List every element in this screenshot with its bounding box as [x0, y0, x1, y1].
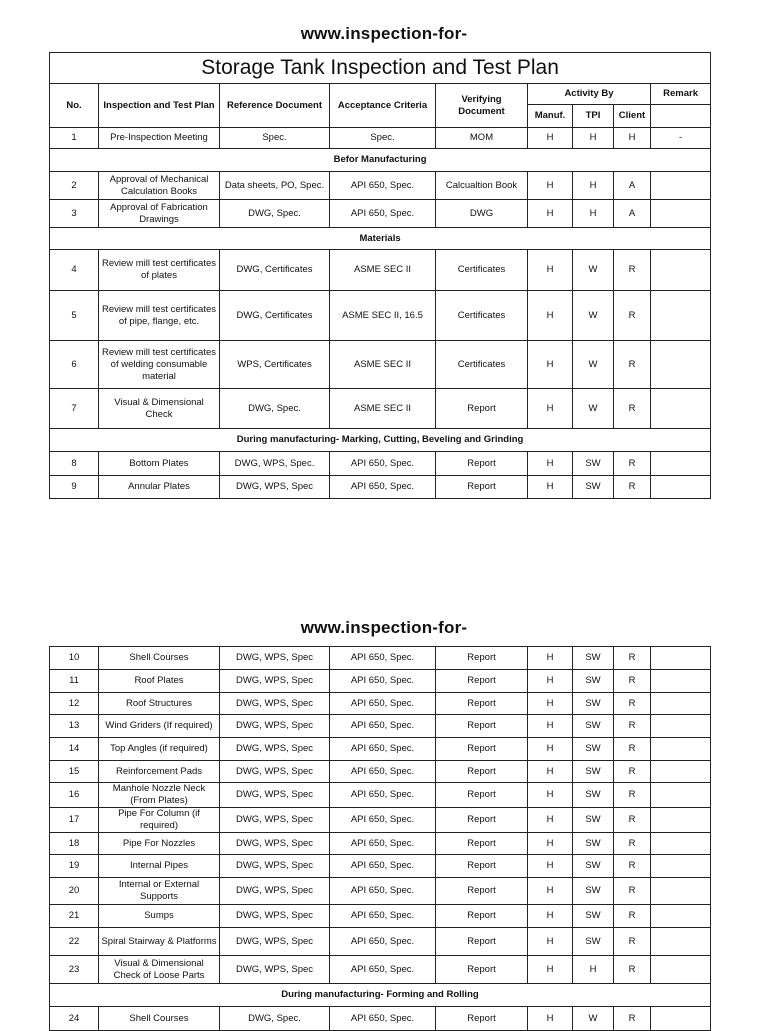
cell-acceptance-criteria: API 650, Spec. [330, 715, 436, 738]
cell-manuf: H [528, 783, 573, 808]
cell-no: 13 [50, 715, 99, 738]
cell-verifying-document: Report [436, 670, 528, 693]
itp-table-page-2 [49, 646, 711, 1031]
cell-tpi: H [573, 200, 614, 228]
table-row [50, 476, 711, 499]
cell-remark [651, 1007, 711, 1031]
cell-inspection-item: Internal Pipes [99, 855, 220, 878]
cell-inspection-item: Pipe For Nozzles [99, 833, 220, 855]
cell-remark [651, 476, 711, 499]
cell-verifying-document: Report [436, 761, 528, 783]
cell-client: R [614, 670, 651, 693]
cell-manuf: H [528, 172, 573, 200]
cell-reference-document: DWG, WPS, Spec [220, 855, 330, 878]
table-row [50, 670, 711, 693]
cell-remark [651, 452, 711, 476]
cell-no: 16 [50, 783, 99, 808]
cell-inspection-item: Roof Plates [99, 670, 220, 693]
cell-verifying-document: Report [436, 715, 528, 738]
header-activity-by: Activity By [528, 84, 651, 105]
table-row [50, 693, 711, 715]
cell-no: 24 [50, 1007, 99, 1031]
cell-verifying-document: Report [436, 956, 528, 984]
cell-remark [651, 855, 711, 878]
table-row [50, 172, 711, 200]
cell-acceptance-criteria: API 650, Spec. [330, 452, 436, 476]
cell-reference-document: DWG, WPS, Spec [220, 738, 330, 761]
cell-tpi: SW [573, 783, 614, 808]
cell-inspection-item: Manhole Nozzle Neck (From Plates) [99, 783, 220, 808]
table-row [50, 808, 711, 833]
table-row [50, 389, 711, 429]
header-remark: Remark [651, 84, 711, 105]
cell-tpi: W [573, 389, 614, 429]
header-tpi: TPI [573, 105, 614, 128]
cell-remark [651, 905, 711, 928]
cell-client: R [614, 956, 651, 984]
cell-remark [651, 738, 711, 761]
cell-no: 17 [50, 808, 99, 833]
cell-no: 15 [50, 761, 99, 783]
cell-no: 11 [50, 670, 99, 693]
cell-remark [651, 833, 711, 855]
table-row [50, 200, 711, 228]
cell-tpi: SW [573, 855, 614, 878]
cell-reference-document: DWG, Spec. [220, 1007, 330, 1031]
cell-manuf: H [528, 761, 573, 783]
cell-remark [651, 389, 711, 429]
cell-verifying-document: Report [436, 452, 528, 476]
cell-client: R [614, 855, 651, 878]
cell-tpi: SW [573, 833, 614, 855]
section-label: During manufacturing- Marking, Cutting, Beveling and Grinding [50, 429, 711, 452]
cell-tpi: SW [573, 738, 614, 761]
header-no: No. [50, 84, 99, 128]
cell-manuf: H [528, 1007, 573, 1031]
cell-verifying-document: MOM [436, 128, 528, 149]
cell-reference-document: DWG, Spec. [220, 200, 330, 228]
cell-tpi: SW [573, 905, 614, 928]
cell-reference-document: DWG, Spec. [220, 389, 330, 429]
cell-inspection-item: Roof Structures [99, 693, 220, 715]
cell-inspection-item: Bottom Plates [99, 452, 220, 476]
cell-remark [651, 808, 711, 833]
cell-inspection-item: Shell Courses [99, 1007, 220, 1031]
cell-inspection-item: Internal or External Supports [99, 878, 220, 905]
cell-inspection-item: Approval of Mechanical Calculation Books [99, 172, 220, 200]
table-row [50, 250, 711, 291]
cell-client: A [614, 172, 651, 200]
table-row [50, 715, 711, 738]
cell-acceptance-criteria: API 650, Spec. [330, 172, 436, 200]
cell-inspection-item: Visual & Dimensional Check of Loose Parts [99, 956, 220, 984]
table-row [50, 878, 711, 905]
cell-manuf: H [528, 647, 573, 670]
cell-remark [651, 291, 711, 341]
header-manuf: Manuf. [528, 105, 573, 128]
itp-table-page-1 [49, 52, 711, 499]
cell-verifying-document: DWG [436, 200, 528, 228]
cell-remark [651, 647, 711, 670]
section-header-row [50, 149, 711, 172]
cell-acceptance-criteria: ASME SEC II, 16.5 [330, 291, 436, 341]
cell-no: 8 [50, 452, 99, 476]
site-header-2: www.inspection-for- [300, 618, 468, 637]
cell-manuf: H [528, 956, 573, 984]
cell-inspection-item: Pipe For Column (if required) [99, 808, 220, 833]
cell-no: 18 [50, 833, 99, 855]
cell-inspection-item: Top Angles (if required) [99, 738, 220, 761]
cell-client: R [614, 738, 651, 761]
cell-tpi: W [573, 250, 614, 291]
cell-client: R [614, 878, 651, 905]
table-row [50, 452, 711, 476]
cell-reference-document: WPS, Certificates [220, 341, 330, 389]
table-row [50, 855, 711, 878]
table-row [50, 956, 711, 984]
cell-acceptance-criteria: API 650, Spec. [330, 1007, 436, 1031]
cell-no: 20 [50, 878, 99, 905]
cell-manuf: H [528, 715, 573, 738]
cell-remark [651, 878, 711, 905]
cell-inspection-item: Visual & Dimensional Check [99, 389, 220, 429]
cell-tpi: H [573, 956, 614, 984]
cell-client: H [614, 128, 651, 149]
cell-reference-document: DWG, WPS, Spec [220, 956, 330, 984]
cell-manuf: H [528, 878, 573, 905]
cell-inspection-item: Annular Plates [99, 476, 220, 499]
cell-reference-document: DWG, Certificates [220, 291, 330, 341]
cell-tpi: SW [573, 670, 614, 693]
table-row [50, 128, 711, 149]
cell-client: A [614, 200, 651, 228]
cell-no: 12 [50, 693, 99, 715]
cell-acceptance-criteria: API 650, Spec. [330, 855, 436, 878]
section-header-row [50, 228, 711, 250]
cell-no: 14 [50, 738, 99, 761]
header-remark-blank [651, 105, 711, 128]
table-row [50, 291, 711, 341]
cell-inspection-item: Review mill test certificates of welding consumable material [99, 341, 220, 389]
table-row [50, 738, 711, 761]
cell-inspection-item: Spiral Stairway & Platforms [99, 928, 220, 956]
cell-acceptance-criteria: API 650, Spec. [330, 833, 436, 855]
cell-no: 23 [50, 956, 99, 984]
cell-manuf: H [528, 250, 573, 291]
cell-verifying-document: Certificates [436, 341, 528, 389]
cell-client: R [614, 452, 651, 476]
cell-reference-document: DWG, WPS, Spec. [220, 452, 330, 476]
cell-verifying-document: Report [436, 855, 528, 878]
cell-tpi: SW [573, 452, 614, 476]
cell-manuf: H [528, 291, 573, 341]
cell-reference-document: DWG, WPS, Spec [220, 715, 330, 738]
cell-no: 2 [50, 172, 99, 200]
cell-reference-document: DWG, WPS, Spec [220, 833, 330, 855]
cell-tpi: SW [573, 928, 614, 956]
cell-tpi: W [573, 1007, 614, 1031]
cell-no: 4 [50, 250, 99, 291]
cell-remark [651, 172, 711, 200]
cell-tpi: SW [573, 476, 614, 499]
cell-client: R [614, 389, 651, 429]
table-row [50, 647, 711, 670]
cell-acceptance-criteria: ASME SEC II [330, 250, 436, 291]
cell-client: R [614, 647, 651, 670]
cell-verifying-document: Report [436, 647, 528, 670]
cell-acceptance-criteria: API 650, Spec. [330, 808, 436, 833]
cell-acceptance-criteria: API 650, Spec. [330, 738, 436, 761]
header-itp: Inspection and Test Plan [99, 84, 220, 128]
section-header-row [50, 429, 711, 452]
cell-manuf: H [528, 738, 573, 761]
cell-reference-document: DWG, WPS, Spec [220, 476, 330, 499]
cell-acceptance-criteria: API 650, Spec. [330, 761, 436, 783]
cell-remark [651, 200, 711, 228]
cell-client: R [614, 905, 651, 928]
section-header-row [50, 984, 711, 1007]
cell-acceptance-criteria: Spec. [330, 128, 436, 149]
cell-acceptance-criteria: ASME SEC II [330, 341, 436, 389]
cell-verifying-document: Report [436, 905, 528, 928]
table-row [50, 761, 711, 783]
cell-manuf: H [528, 476, 573, 499]
cell-client: R [614, 476, 651, 499]
cell-client: R [614, 761, 651, 783]
cell-verifying-document: Calcualtion Book [436, 172, 528, 200]
cell-verifying-document: Report [436, 928, 528, 956]
cell-manuf: H [528, 389, 573, 429]
cell-verifying-document: Report [436, 738, 528, 761]
cell-remark [651, 956, 711, 984]
cell-reference-document: DWG, WPS, Spec [220, 928, 330, 956]
cell-remark [651, 783, 711, 808]
cell-manuf: H [528, 905, 573, 928]
cell-reference-document: DWG, WPS, Spec [220, 647, 330, 670]
cell-inspection-item: Pre-Inspection Meeting [99, 128, 220, 149]
table-row [50, 833, 711, 855]
cell-acceptance-criteria: ASME SEC II [330, 389, 436, 429]
cell-inspection-item: Approval of Fabrication Drawings [99, 200, 220, 228]
cell-verifying-document: Report [436, 783, 528, 808]
cell-no: 9 [50, 476, 99, 499]
cell-inspection-item: Reinforcement Pads [99, 761, 220, 783]
cell-verifying-document: Report [436, 693, 528, 715]
cell-manuf: H [528, 833, 573, 855]
page-title: Storage Tank Inspection and Test Plan [50, 53, 711, 84]
cell-manuf: H [528, 200, 573, 228]
cell-client: R [614, 808, 651, 833]
cell-client: R [614, 1007, 651, 1031]
cell-tpi: H [573, 172, 614, 200]
cell-manuf: H [528, 670, 573, 693]
cell-acceptance-criteria: API 650, Spec. [330, 928, 436, 956]
cell-remark [651, 693, 711, 715]
cell-tpi: W [573, 341, 614, 389]
cell-acceptance-criteria: API 650, Spec. [330, 476, 436, 499]
cell-tpi: SW [573, 693, 614, 715]
section-label: During manufacturing- Forming and Rolling [50, 984, 711, 1007]
cell-reference-document: DWG, WPS, Spec [220, 905, 330, 928]
cell-acceptance-criteria: API 650, Spec. [330, 905, 436, 928]
cell-no: 6 [50, 341, 99, 389]
cell-manuf: H [528, 928, 573, 956]
cell-remark [651, 761, 711, 783]
cell-reference-document: DWG, WPS, Spec [220, 670, 330, 693]
cell-acceptance-criteria: API 650, Spec. [330, 647, 436, 670]
cell-tpi: SW [573, 808, 614, 833]
cell-verifying-document: Report [436, 389, 528, 429]
cell-tpi: H [573, 128, 614, 149]
cell-no: 7 [50, 389, 99, 429]
cell-tpi: SW [573, 715, 614, 738]
cell-inspection-item: Review mill test certificates of plates [99, 250, 220, 291]
cell-manuf: H [528, 128, 573, 149]
cell-verifying-document: Report [436, 833, 528, 855]
cell-acceptance-criteria: API 650, Spec. [330, 956, 436, 984]
cell-reference-document: DWG, Certificates [220, 250, 330, 291]
section-label: Befor Manufacturing [50, 149, 711, 172]
cell-client: R [614, 291, 651, 341]
cell-remark: - [651, 128, 711, 149]
cell-reference-document: Spec. [220, 128, 330, 149]
cell-reference-document: DWG, WPS, Spec [220, 783, 330, 808]
cell-acceptance-criteria: API 650, Spec. [330, 670, 436, 693]
cell-acceptance-criteria: API 650, Spec. [330, 200, 436, 228]
cell-client: R [614, 715, 651, 738]
cell-verifying-document: Certificates [436, 291, 528, 341]
table-row [50, 928, 711, 956]
cell-remark [651, 341, 711, 389]
cell-verifying-document: Certificates [436, 250, 528, 291]
cell-verifying-document: Report [436, 878, 528, 905]
cell-remark [651, 715, 711, 738]
header-acceptance-criteria: Acceptance Criteria [330, 84, 436, 128]
cell-tpi: W [573, 291, 614, 341]
cell-acceptance-criteria: API 650, Spec. [330, 783, 436, 808]
cell-inspection-item: Shell Courses [99, 647, 220, 670]
cell-acceptance-criteria: API 650, Spec. [330, 693, 436, 715]
section-label: Materials [50, 228, 711, 250]
cell-no: 19 [50, 855, 99, 878]
site-header-1: www.inspection-for- [300, 24, 468, 43]
cell-no: 5 [50, 291, 99, 341]
cell-client: R [614, 693, 651, 715]
cell-manuf: H [528, 693, 573, 715]
cell-tpi: SW [573, 878, 614, 905]
table-row [50, 905, 711, 928]
cell-verifying-document: Report [436, 1007, 528, 1031]
cell-verifying-document: Report [436, 808, 528, 833]
table-row [50, 783, 711, 808]
cell-verifying-document: Report [436, 476, 528, 499]
header-client: Client [614, 105, 651, 128]
cell-inspection-item: Wind Griders (If required) [99, 715, 220, 738]
cell-reference-document: DWG, WPS, Spec [220, 808, 330, 833]
cell-acceptance-criteria: API 650, Spec. [330, 878, 436, 905]
cell-manuf: H [528, 855, 573, 878]
cell-inspection-item: Review mill test certificates of pipe, flange, etc. [99, 291, 220, 341]
header-verifying-document: Verifying Document [436, 84, 528, 128]
cell-inspection-item: Sumps [99, 905, 220, 928]
cell-no: 21 [50, 905, 99, 928]
cell-no: 22 [50, 928, 99, 956]
cell-client: R [614, 250, 651, 291]
table-row [50, 1007, 711, 1031]
cell-remark [651, 670, 711, 693]
cell-reference-document: DWG, WPS, Spec [220, 693, 330, 715]
cell-remark [651, 928, 711, 956]
cell-reference-document: DWG, WPS, Spec [220, 878, 330, 905]
cell-client: R [614, 783, 651, 808]
cell-manuf: H [528, 341, 573, 389]
cell-remark [651, 250, 711, 291]
cell-tpi: SW [573, 761, 614, 783]
cell-client: R [614, 833, 651, 855]
cell-client: R [614, 928, 651, 956]
header-reference-document: Reference Document [220, 84, 330, 128]
cell-no: 3 [50, 200, 99, 228]
table-row [50, 341, 711, 389]
cell-reference-document: Data sheets, PO, Spec. [220, 172, 330, 200]
cell-manuf: H [528, 808, 573, 833]
cell-no: 10 [50, 647, 99, 670]
cell-no: 1 [50, 128, 99, 149]
cell-client: R [614, 341, 651, 389]
cell-tpi: SW [573, 647, 614, 670]
cell-reference-document: DWG, WPS, Spec [220, 761, 330, 783]
cell-manuf: H [528, 452, 573, 476]
